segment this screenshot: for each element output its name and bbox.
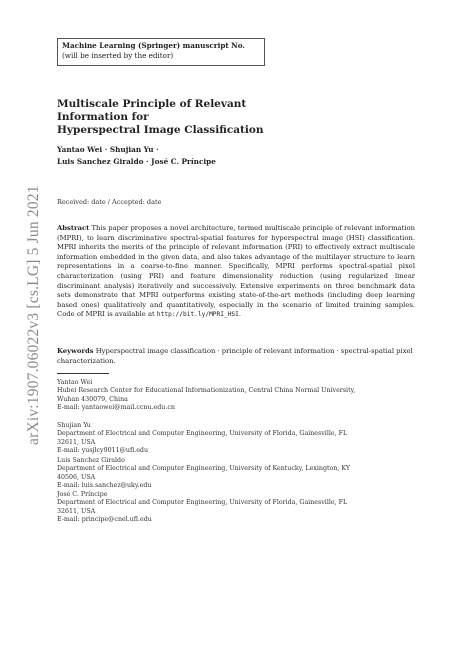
affiliation-line: Department of Electrical and Computer Engineering, University of Florida, Gainesville, FL [57, 430, 348, 438]
footnote-rule [57, 373, 109, 374]
author-list [57, 144, 337, 168]
arxiv-identifier: arXiv:1907.06022v3 [cs.LG] 5 Jun 2021 [25, 185, 42, 445]
affiliation-block [57, 491, 417, 525]
affiliation-line: Hubei Research Center for Educational Informationization, Central China Normal University, [57, 387, 356, 395]
paper-title-line1: Multiscale Principle of Relevant Information for [57, 98, 247, 123]
affiliation-email: E-mail: luis.sanchez@uky.edu [57, 482, 152, 490]
manuscript-box [57, 38, 265, 66]
affiliation-email: E-mail: yusjlcy9011@ufl.edu [57, 447, 149, 455]
manuscript-box-line2: (will be inserted by the editor) [62, 50, 174, 60]
affiliation-block [57, 379, 417, 413]
received-date: Received: date / Accepted: date [57, 198, 162, 206]
affiliation-line: Department of Electrical and Computer Engineering, University of Kentucky, Lexington, KY [57, 465, 351, 473]
manuscript-box-line1: Machine Learning (Springer) manuscript No. [62, 41, 245, 50]
affiliation-line: 40506, USA [57, 473, 96, 481]
paper-title [57, 98, 317, 137]
affiliation-line: 32611, USA [57, 507, 96, 515]
affiliation-line: 32611, USA [57, 438, 96, 446]
code-link[interactable]: http://bit.ly/MPRI_HSI [156, 311, 239, 319]
abstract-label: Abstract [57, 224, 90, 232]
affiliation-block [57, 422, 417, 456]
author-line1: Yantao Wei · Shujian Yu · [57, 145, 159, 154]
author-line2: Luis Sanchez Giraldo · José C. Príncipe [57, 157, 216, 166]
affiliation-line: Department of Electrical and Computer Engineering, University of Florida, Gainesville, FL [57, 499, 348, 507]
affiliation-email: E-mail: principe@cnel.ufl.edu [57, 516, 152, 524]
affiliation-name: Shujian Yu [57, 422, 91, 429]
abstract-end: . [238, 310, 242, 319]
abstract [57, 224, 415, 320]
keywords-label: Keywords [57, 347, 94, 355]
affiliation-line: Wuhan 430079, China [57, 395, 128, 403]
paper-title-line2: Hyperspectral Image Classification [57, 124, 264, 136]
affiliation-name: Luis Sanchez Giraldo [57, 457, 125, 464]
keywords [57, 347, 415, 366]
abstract-text: This paper proposes a novel architecture, termed multiscale principle of relevant information (MPRI), to learn discriminative spectral-spatial features for hyperspectral image (HSI) classification. MPRI inherits the merits of the principle of relevant information (PRI) to effectively extract multiscale information embedded in the given data, and also takes advantage of the multilayer structure to learn representations in a coarse-to-fine manner. Specifically, MPRI performs spectral-spatial pixel characterization (using PRI) and feature dimensionality reduction (using regularized linear discriminant analysis) iteratively and successively. Extensive experiments on three benchmark data sets demonstrate that MPRI outperforms existing state-of-the-art methods (including deep learning based ones) qualitatively and quantitatively, especially in the scenario of limited training samples. Code of MPRI is available at [57, 224, 415, 319]
affiliation-name: José C. Príncipe [57, 491, 108, 498]
affiliation-email: E-mail: yantaowei@mail.ccnu.edu.cn [57, 404, 175, 412]
keywords-text: Hyperspectral image classification · principle of relevant information · spectral-spatial pixel characterization. [57, 347, 413, 365]
affiliation-block [57, 457, 417, 491]
affiliation-name: Yantao Wei [57, 379, 93, 386]
